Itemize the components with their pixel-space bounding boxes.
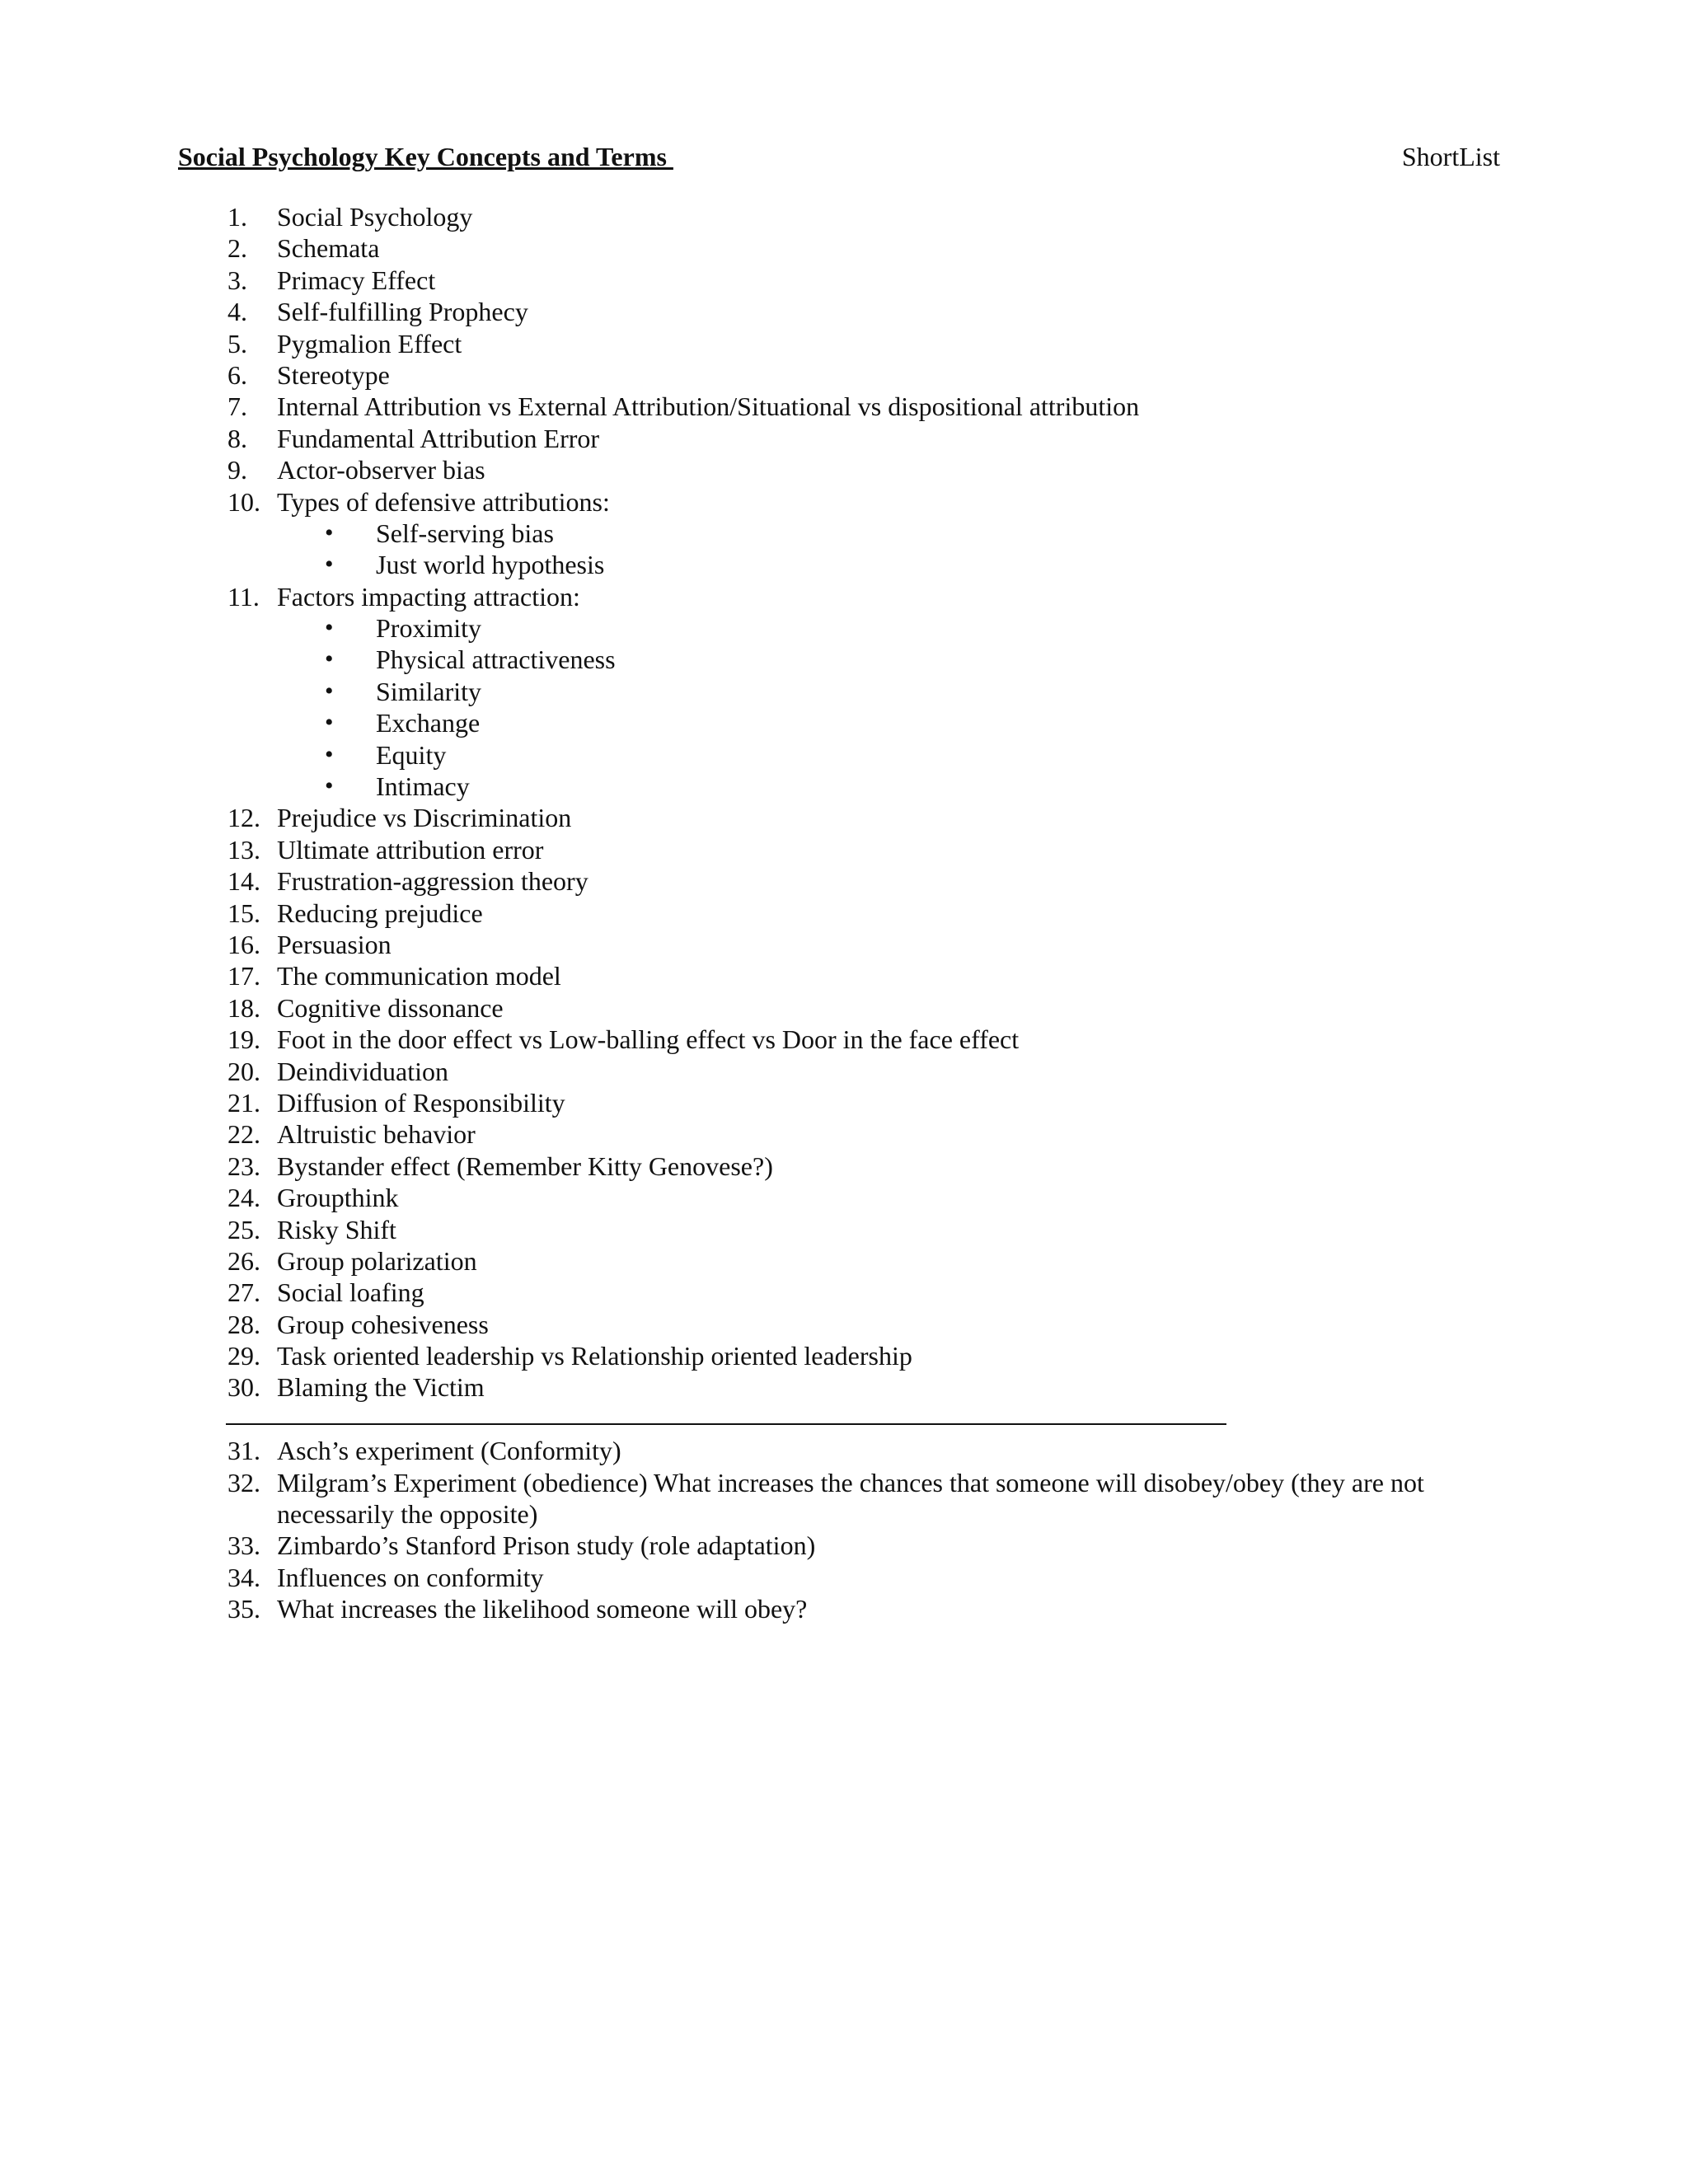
item-text: Group polarization (277, 1245, 477, 1276)
list-item (178, 232, 1546, 264)
list-item (178, 1245, 1546, 1277)
item-text: Types of defensive attributions: (277, 486, 610, 517)
list-item (178, 992, 1546, 1024)
sub-item-text: Equity (376, 739, 447, 770)
list-item (178, 1151, 1546, 1182)
list-item (178, 1056, 1546, 1087)
item-number: 17. (227, 961, 260, 991)
list-item (178, 1371, 1546, 1403)
document-header (178, 138, 1500, 175)
item-text: Primacy Effect (277, 265, 436, 295)
item-text: Prejudice vs Discrimination (277, 803, 572, 833)
bullet-icon: • (325, 614, 334, 642)
item-number: 11. (227, 581, 260, 612)
item-text: Social Psychology (277, 202, 473, 232)
item-text: Persuasion (277, 929, 392, 959)
item-text: Foot in the door effect vs Low-balling effect vs Door in the face effect (277, 1024, 1020, 1055)
sub-item-text: Proximity (376, 613, 482, 644)
item-number: 22. (227, 1119, 260, 1150)
item-text: Ultimate attribution error (277, 834, 544, 865)
bullet-icon: • (325, 677, 334, 705)
list-item (178, 865, 1546, 897)
item-text: Bystander effect (Remember Kitty Genovese?) (277, 1151, 773, 1181)
item-number: 25. (227, 1214, 260, 1244)
bullet-icon: • (325, 709, 334, 737)
bullet-icon: • (325, 645, 334, 673)
list-item (178, 486, 1546, 518)
list-item (178, 960, 1546, 991)
item-text: Deindividuation (277, 1056, 448, 1086)
list-item (178, 581, 1546, 612)
list-item (178, 1087, 1546, 1118)
list-item (178, 802, 1546, 833)
list-item (178, 1467, 1546, 1530)
item-text: Milgram’s Experiment (obedience) What increases the chances that someone will disobey/obey (they are not necessarily the opposite) (277, 1467, 1424, 1530)
item-text: Self-fulfilling Prophecy (277, 297, 528, 327)
item-number: 29. (227, 1341, 260, 1371)
concept-list (178, 201, 1546, 1625)
divider-line (226, 1423, 1226, 1425)
item-number: 26. (227, 1245, 260, 1276)
item-number: 28. (227, 1309, 260, 1339)
item-text: Reducing prejudice (277, 898, 483, 928)
item-text: Actor-observer bias (277, 455, 485, 485)
section-divider (178, 1404, 1546, 1435)
list-item (178, 1309, 1546, 1340)
sub-list-item (178, 739, 1546, 771)
sub-list-item (178, 549, 1546, 580)
item-text: Task oriented leadership vs Relationship oriented leadership (277, 1341, 912, 1371)
sub-list-item (178, 644, 1546, 675)
sub-item-text: Exchange (376, 708, 481, 738)
item-text: What increases the likelihood someone will obey? (277, 1594, 808, 1624)
item-number: 19. (227, 1024, 260, 1055)
item-text: Diffusion of Responsibility (277, 1087, 565, 1118)
sub-item-text: Physical attractiveness (376, 644, 616, 675)
item-number: 23. (227, 1151, 260, 1181)
item-number: 8. (227, 423, 247, 453)
list-item (178, 1024, 1546, 1055)
list-item (178, 1182, 1546, 1213)
item-number: 6. (227, 359, 247, 390)
list-item (178, 929, 1546, 960)
sub-list-item (178, 518, 1546, 549)
list-item (178, 1562, 1546, 1593)
item-number: 24. (227, 1183, 260, 1213)
list-item (178, 898, 1546, 929)
item-text: Group cohesiveness (277, 1309, 489, 1339)
item-text: Zimbardo’s Stanford Prison study (role adaptation) (277, 1530, 816, 1561)
bullet-icon: • (325, 518, 334, 546)
sub-item-text: Just world hypothesis (376, 550, 605, 580)
document-title: Social Psychology Key Concepts and Terms (178, 142, 673, 171)
item-text: Pygmalion Effect (277, 328, 462, 359)
item-text: Cognitive dissonance (277, 992, 504, 1023)
list-item (178, 1277, 1546, 1308)
item-number: 12. (227, 803, 260, 833)
item-number: 16. (227, 929, 260, 959)
sub-list-item (178, 676, 1546, 707)
list-item (178, 265, 1546, 296)
list-item (178, 1530, 1546, 1561)
item-text: Risky Shift (277, 1214, 396, 1244)
item-text: Fundamental Attribution Error (277, 423, 600, 453)
item-text: Stereotype (277, 359, 390, 390)
item-text: Frustration-aggression theory (277, 866, 588, 897)
list-item (178, 391, 1546, 422)
bullet-icon: • (325, 740, 334, 768)
document-tag: ShortList (1401, 142, 1500, 171)
bullet-icon: • (325, 772, 334, 800)
list-item (178, 359, 1546, 391)
item-number: 1. (227, 202, 247, 232)
item-text: Groupthink (277, 1183, 399, 1213)
item-text: Schemata (277, 233, 380, 264)
item-text: Altruistic behavior (277, 1119, 476, 1150)
item-number: 30. (227, 1372, 260, 1403)
item-text: Blaming the Victim (277, 1372, 485, 1403)
item-number: 2. (227, 233, 247, 264)
list-item (178, 296, 1546, 327)
item-text: Internal Attribution vs External Attribution/Situational vs dispositional attribution (277, 391, 1140, 422)
bullet-icon: • (325, 551, 334, 579)
sub-item-text: Self-serving bias (376, 518, 554, 548)
item-number: 35. (227, 1594, 260, 1624)
sub-item-text: Similarity (376, 676, 481, 706)
item-number: 7. (227, 391, 247, 422)
item-number: 32. (227, 1467, 260, 1497)
sub-list-item (178, 707, 1546, 738)
sub-item-text: Intimacy (376, 771, 470, 802)
item-number: 9. (227, 455, 247, 485)
item-number: 14. (227, 866, 260, 897)
item-number: 34. (227, 1562, 260, 1592)
item-number: 4. (227, 297, 247, 327)
list-item (178, 834, 1546, 865)
list-item (178, 328, 1546, 359)
item-number: 3. (227, 265, 247, 295)
item-text: Asch’s experiment (Conformity) (277, 1436, 621, 1466)
item-number: 31. (227, 1436, 260, 1466)
item-number: 33. (227, 1530, 260, 1561)
item-text: The communication model (277, 961, 561, 991)
item-number: 15. (227, 898, 260, 928)
item-number: 20. (227, 1056, 260, 1086)
item-number: 5. (227, 328, 247, 359)
sub-list-item (178, 771, 1546, 802)
item-number: 10. (227, 486, 260, 517)
item-text: Influences on conformity (277, 1562, 544, 1592)
list-item (178, 1214, 1546, 1245)
list-item (178, 201, 1546, 232)
item-text: Factors impacting attraction: (277, 581, 580, 612)
item-number: 18. (227, 992, 260, 1023)
list-item (178, 423, 1546, 454)
sub-list-item (178, 612, 1546, 644)
list-item (178, 1593, 1546, 1624)
list-item (178, 1435, 1546, 1466)
list-item (178, 1340, 1546, 1371)
list-item (178, 454, 1546, 485)
item-number: 13. (227, 834, 260, 865)
item-number: 27. (227, 1277, 260, 1308)
item-number: 21. (227, 1087, 260, 1118)
item-text: Social loafing (277, 1277, 424, 1308)
list-item (178, 1118, 1546, 1150)
